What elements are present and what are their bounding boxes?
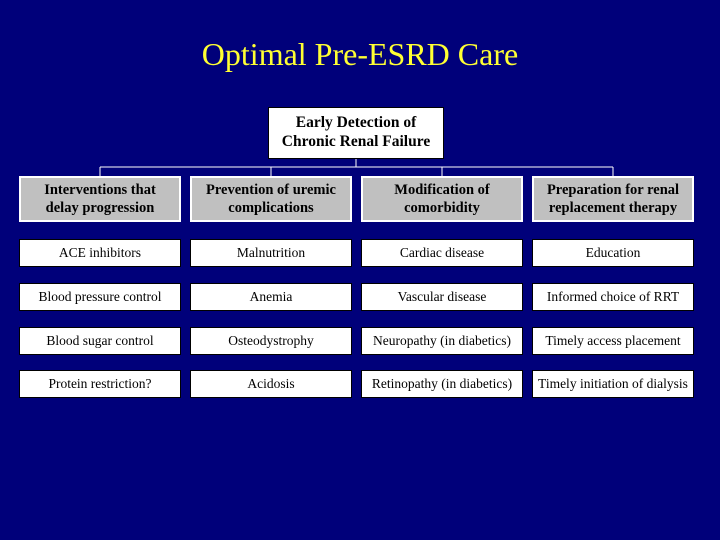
- header-line2: delay progression: [45, 200, 155, 216]
- column-header-modification: [361, 176, 523, 222]
- item-box: Cardiac disease: [361, 239, 523, 267]
- column-header-interventions: [19, 176, 181, 222]
- item-box: Acidosis: [190, 370, 352, 398]
- root-box: [268, 107, 444, 159]
- item-box: Informed choice of RRT: [532, 283, 694, 311]
- header-line1: Prevention of uremic: [206, 181, 336, 198]
- header-line2: complications: [228, 200, 314, 216]
- item-box: Blood sugar control: [19, 327, 181, 355]
- item-box: Malnutrition: [190, 239, 352, 267]
- header-line1: Preparation for renal: [546, 181, 680, 198]
- item-box: Protein restriction?: [19, 370, 181, 398]
- item-box: Anemia: [190, 283, 352, 311]
- item-box: Blood pressure control: [19, 283, 181, 311]
- item-box: ACE inhibitors: [19, 239, 181, 267]
- item-box: Osteodystrophy: [190, 327, 352, 355]
- root-line1: Early Detection of: [295, 114, 417, 132]
- item-box: Vascular disease: [361, 283, 523, 311]
- slide-title: Optimal Pre-ESRD Care: [201, 36, 519, 72]
- item-box: Education: [532, 239, 694, 267]
- header-line1: Interventions that: [44, 181, 156, 198]
- item-box: Neuropathy (in diabetics): [361, 327, 523, 355]
- item-box: Timely access placement: [532, 327, 694, 355]
- header-line2: replacement therapy: [548, 200, 678, 216]
- header-line1: Modification of: [394, 181, 490, 198]
- header-line2: comorbidity: [404, 200, 480, 216]
- column-header-prevention: [190, 176, 352, 222]
- item-box: Timely initiation of dialysis: [532, 370, 694, 398]
- item-box: Retinopathy (in diabetics): [361, 370, 523, 398]
- column-header-preparation: [532, 176, 694, 222]
- root-line2: Chronic Renal Failure: [281, 133, 431, 150]
